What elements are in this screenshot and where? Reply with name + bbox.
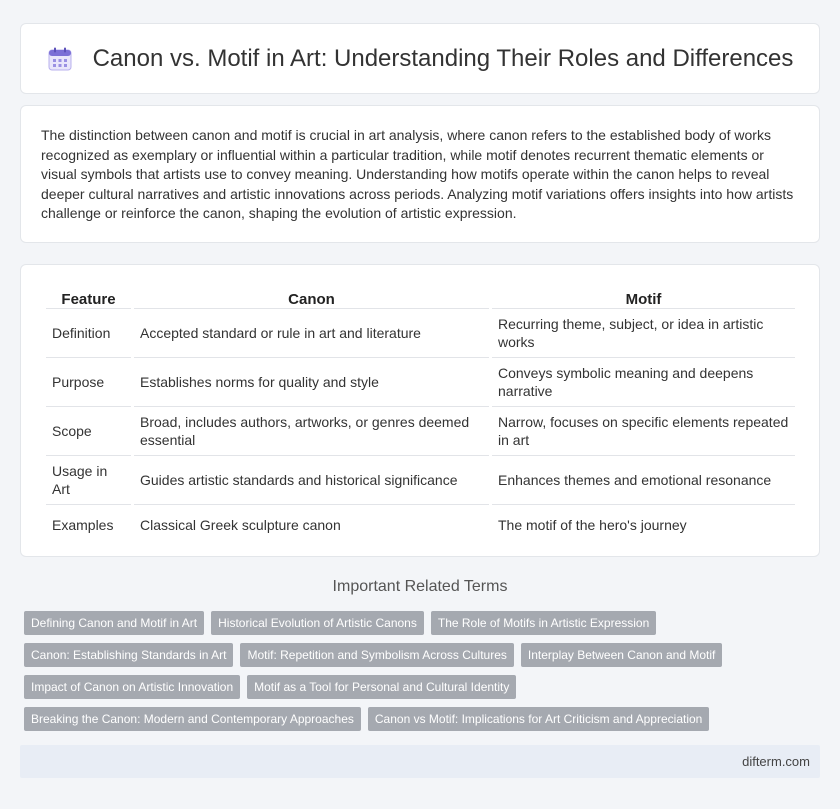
related-terms-row [24,611,656,635]
row-canon: Broad, includes authors, artworks, or genres deemed essential [134,407,489,456]
header-feature: Feature [46,287,131,309]
related-term-chip[interactable]: Canon: Establishing Standards in Art [24,643,233,667]
related-term-chip[interactable]: Defining Canon and Motif in Art [24,611,204,635]
row-canon: Guides artistic standards and historical significance [134,456,489,505]
row-canon: Establishes norms for quality and style [134,358,489,407]
row-feature: Scope [46,407,131,456]
row-motif: Narrow, focuses on specific elements repeated in art [492,407,795,456]
related-term-chip[interactable]: Historical Evolution of Artistic Canons [211,611,424,635]
row-motif: Enhances themes and emotional resonance [492,456,795,505]
related-terms-row [24,707,709,731]
row-feature: Examples [52,517,114,533]
row-feature: Definition [46,309,131,358]
related-terms-title: Important Related Terms [332,578,508,595]
footer-site-link[interactable]: difterm.com [742,754,810,769]
row-motif: Conveys symbolic meaning and deepens narrative [492,358,795,407]
related-term-chip[interactable]: Breaking the Canon: Modern and Contemporary Approaches [24,707,361,731]
table-header-row [46,287,795,309]
header-motif: Motif [492,287,795,309]
header-canon: Canon [134,287,489,309]
row-canon: Classical Greek sculpture canon [140,517,341,533]
intro-paragraph: The distinction between canon and motif is crucial in art analysis, where canon refers to the established body of works recognized as exemplary or influential within a particular tradition, while motif denotes recurrent thematic elements or visual symbols that artists use to convey meaning. Understanding how motifs operate within the canon helps to reveal deeper cultural narratives and artistic innovations across periods. Analyzing motif variations offers insights into how artists challenge or reinforce the canon, shaping the evolution of artistic expression. [41,127,794,222]
header-card [20,23,820,94]
row-feature: Purpose [46,358,131,407]
row-motif: The motif of the hero's journey [498,517,687,533]
table-row [46,309,795,358]
comparison-table [43,287,798,545]
page-title: Canon vs. Motif in Art: Understanding Their Roles and Differences [92,44,794,72]
related-term-chip[interactable]: Interplay Between Canon and Motif [521,643,722,667]
row-feature: Usage in Art [46,456,131,505]
related-terms-row [24,643,722,667]
table-row [46,407,795,456]
table-row [46,505,795,545]
related-term-chip[interactable]: Motif as a Tool for Personal and Cultural Identity [247,675,516,699]
row-motif: Recurring theme, subject, or idea in artistic works [492,309,795,358]
related-terms-row [24,675,516,699]
table-row [46,456,795,505]
related-term-chip[interactable]: Motif: Repetition and Symbolism Across Cultures [240,643,513,667]
related-term-chip[interactable]: Canon vs Motif: Implications for Art Criticism and Appreciation [368,707,709,731]
calendar-icon [47,46,73,72]
related-term-chip[interactable]: Impact of Canon on Artistic Innovation [24,675,240,699]
footer [20,745,820,778]
intro-card [20,105,820,243]
related-term-chip[interactable]: The Role of Motifs in Artistic Expression [431,611,656,635]
comparison-table-card [20,264,820,557]
row-canon: Accepted standard or rule in art and literature [134,309,489,358]
table-row [46,358,795,407]
